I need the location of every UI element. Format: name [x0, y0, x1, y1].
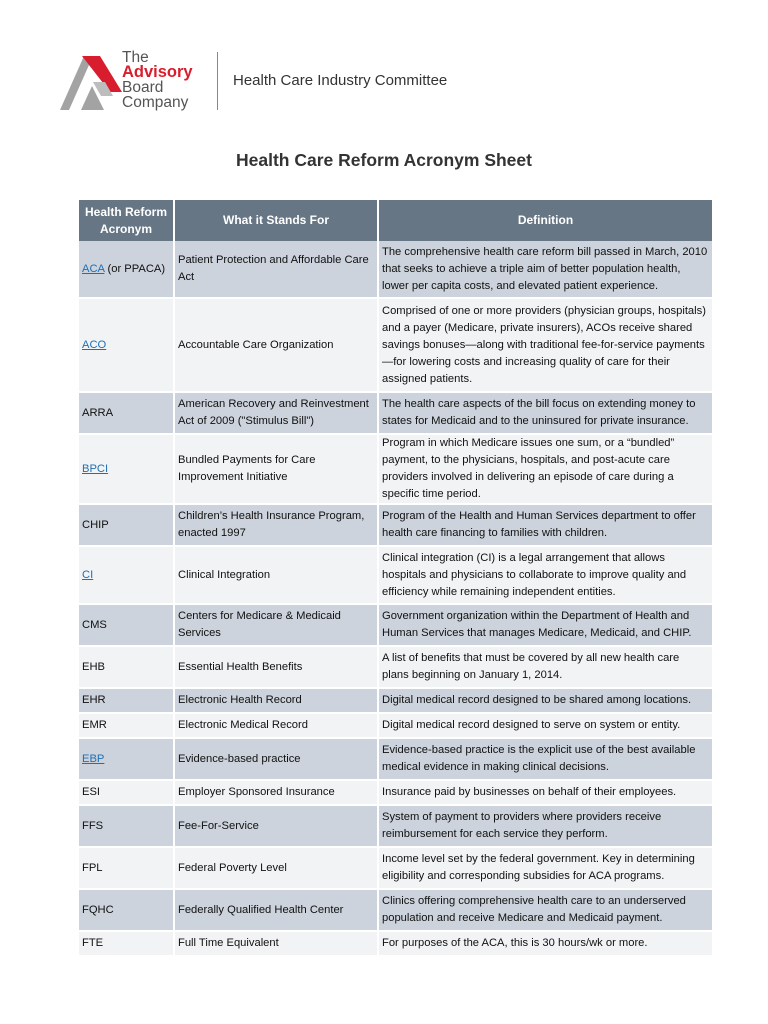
acronym-cell: [79, 605, 175, 647]
acronym-text: FQHC: [82, 903, 114, 916]
stands-for-cell: Federally Qualified Health Center: [175, 890, 379, 932]
stands-for-cell: Electronic Medical Record: [175, 714, 379, 739]
acronym-cell: [79, 932, 175, 957]
acronym-cell: [79, 739, 175, 781]
acronym-cell: [79, 689, 175, 714]
table-row: [79, 241, 712, 299]
stands-for-cell: Employer Sponsored Insurance: [175, 781, 379, 806]
header-acronym: Health Reform Acronym: [79, 200, 175, 241]
stands-for-cell: Accountable Care Organization: [175, 299, 379, 393]
stands-for-cell: Patient Protection and Affordable Care Act: [175, 241, 379, 299]
page-header: [60, 48, 560, 114]
header-divider: [217, 52, 218, 110]
table-row: [79, 393, 712, 435]
stands-for-cell: Clinical Integration: [175, 547, 379, 605]
acronym-cell: [79, 241, 175, 299]
definition-cell: The comprehensive health care reform bill passed in March, 2010 that seeks to achieve a triple aim of better population health, lower per capita costs, and elevated patient experience.: [379, 241, 712, 299]
table-row: [79, 848, 712, 890]
acronym-suffix: (or PPACA): [104, 262, 166, 275]
logo-line-advisory: Advisory: [122, 63, 193, 81]
definition-cell: Evidence-based practice is the explicit use of the best available medical evidence in making clinical decisions.: [379, 739, 712, 781]
definition-cell: A list of benefits that must be covered by all new health care plans beginning on January 1, 2014.: [379, 647, 712, 689]
acronym-link[interactable]: BPCI: [82, 462, 109, 475]
stands-for-cell: Evidence-based practice: [175, 739, 379, 781]
table-row: [79, 890, 712, 932]
definition-cell: Income level set by the federal government. Key in determining eligibility and corresponding subsidies for ACA programs.: [379, 848, 712, 890]
definition-cell: Digital medical record designed to be shared among locations.: [379, 689, 712, 714]
acronym-cell: [79, 647, 175, 689]
table-row: [79, 547, 712, 605]
acronym-link[interactable]: EBP: [82, 752, 105, 765]
stands-for-cell: American Recovery and Reinvestment Act of 2009 ("Stimulus Bill"): [175, 393, 379, 435]
definition-cell: Program in which Medicare issues one sum, or a “bundled” payment, to the physicians, hospitals, and post-acute care providers involved in delivering an episode of care during a specific time period.: [379, 435, 712, 505]
company-logo-text: [122, 50, 193, 110]
acronym-text: EHB: [82, 660, 106, 673]
definition-cell: The health care aspects of the bill focus on extending money to states for Medicaid and to the uninsured for private insurance.: [379, 393, 712, 435]
acronym-cell: [79, 299, 175, 393]
definition-cell: Comprised of one or more providers (physician groups, hospitals) and a payer (Medicare, private insurers), ACOs receive shared savings bonuses—along with traditional fee-for-service payments—for lowering costs and increasing quality of care for their assigned patients.: [379, 299, 712, 393]
acronym-cell: [79, 393, 175, 435]
logo-line-company: Company: [122, 94, 189, 111]
acronym-link[interactable]: ACO: [82, 338, 107, 351]
acronym-text: ESI: [82, 786, 101, 798]
table-row: [79, 714, 712, 739]
acronym-table: [79, 200, 712, 957]
acronym-cell: [79, 890, 175, 932]
acronym-cell: [79, 714, 175, 739]
stands-for-cell: Full Time Equivalent: [175, 932, 379, 957]
acronym-link[interactable]: ACA: [82, 262, 105, 275]
table-row: [79, 435, 712, 505]
acronym-text: CMS: [82, 618, 107, 631]
acronym-cell: [79, 435, 175, 505]
acronym-text: FFS: [82, 819, 104, 832]
acronym-text: CHIP: [82, 518, 109, 531]
stands-for-cell: Centers for Medicare & Medicaid Services: [175, 605, 379, 647]
table-row: [79, 932, 712, 957]
definition-cell: System of payment to providers where providers receive reimbursement for each service they perform.: [379, 806, 712, 848]
table-header-row: [79, 200, 712, 241]
table-row: [79, 647, 712, 689]
acronym-text: ARRA: [82, 406, 114, 419]
definition-cell: Insurance paid by businesses on behalf of their employees.: [379, 781, 712, 806]
definition-cell: For purposes of the ACA, this is 30 hours/wk or more.: [379, 932, 712, 957]
definition-cell: Clinics offering comprehensive health care to an underserved population and receive Medicare and Medicaid payment.: [379, 890, 712, 932]
committee-name: Health Care Industry Committee: [233, 72, 448, 89]
definition-cell: Clinical integration (CI) is a legal arrangement that allows hospitals and physicians to collaborate to improve quality and efficiency while remaining independent entities.: [379, 547, 712, 605]
header-stands-for: What it Stands For: [175, 200, 379, 241]
stands-for-cell: Children’s Health Insurance Program, enacted 1997: [175, 505, 379, 547]
header-definition: Definition: [379, 200, 712, 241]
acronym-text: FPL: [82, 861, 103, 874]
logo-line-the: The: [122, 49, 149, 66]
table-row: [79, 689, 712, 714]
table-row: [79, 299, 712, 393]
acronym-text: EMR: [82, 719, 107, 731]
definition-cell: Program of the Health and Human Services department to offer health care financing to families with children.: [379, 505, 712, 547]
definition-cell: Government organization within the Department of Health and Human Services that manages Medicare, Medicaid, and CHIP.: [379, 605, 712, 647]
definition-cell: Digital medical record designed to serve on system or entity.: [379, 714, 712, 739]
stands-for-cell: Electronic Health Record: [175, 689, 379, 714]
stands-for-cell: Bundled Payments for Care Improvement Initiative: [175, 435, 379, 505]
acronym-text: EHR: [82, 694, 106, 706]
document-title: Health Care Reform Acronym Sheet: [236, 150, 532, 170]
acronym-cell: [79, 505, 175, 547]
table-row: [79, 505, 712, 547]
acronym-cell: [79, 848, 175, 890]
acronym-link[interactable]: CI: [82, 568, 94, 581]
acronym-cell: [79, 547, 175, 605]
acronym-cell: [79, 781, 175, 806]
acronym-cell: [79, 806, 175, 848]
stands-for-cell: Federal Poverty Level: [175, 848, 379, 890]
stands-for-cell: Fee-For-Service: [175, 806, 379, 848]
table-row: [79, 605, 712, 647]
table-row: [79, 806, 712, 848]
advisory-board-logo-icon: [60, 52, 122, 110]
acronym-text: FTE: [82, 937, 104, 949]
stands-for-cell: Essential Health Benefits: [175, 647, 379, 689]
table-row: [79, 739, 712, 781]
table-row: [79, 781, 712, 806]
logo-line-board: Board: [122, 79, 164, 96]
